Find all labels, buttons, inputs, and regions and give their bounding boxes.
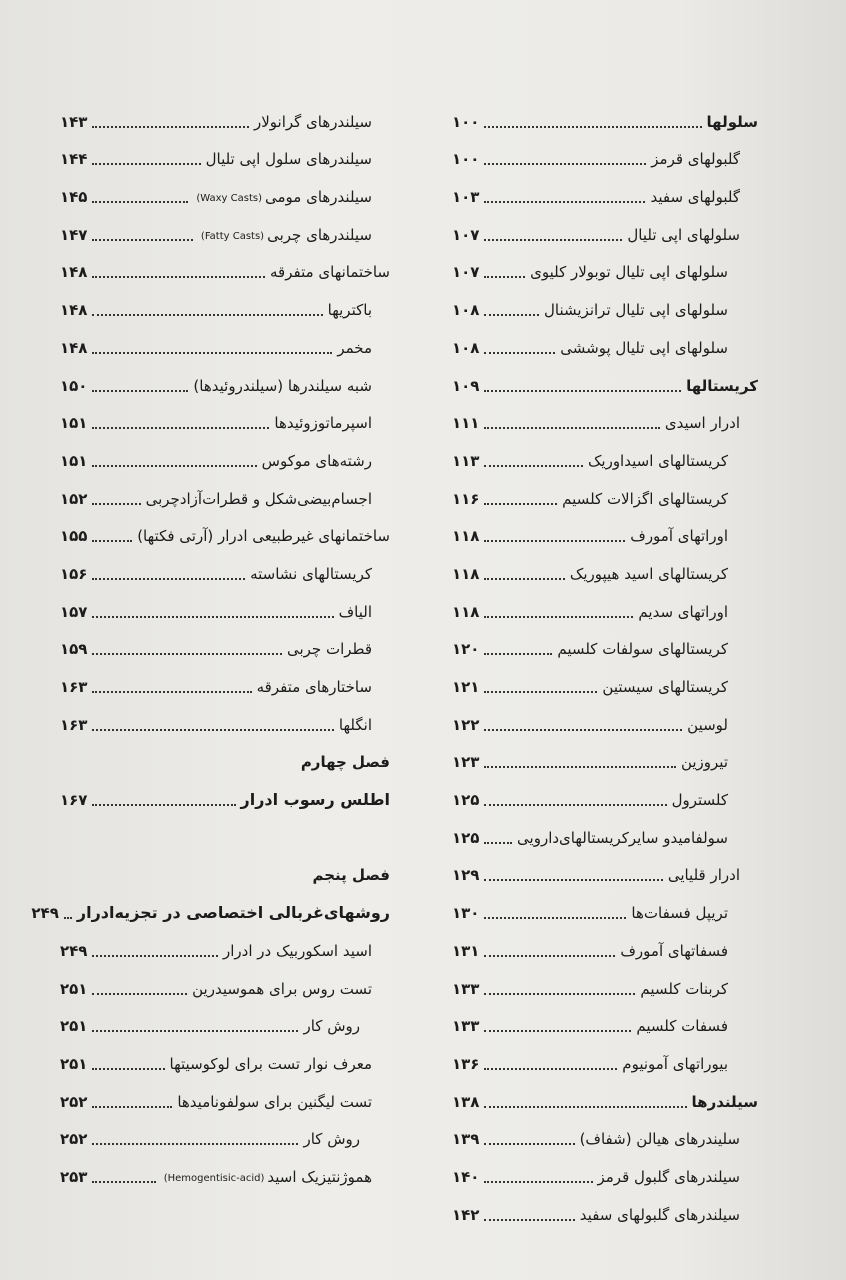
toc-entry-page: ۱۵۵ [60,527,88,546]
toc-entry [60,435,390,473]
toc-entry-title: ساختارهای متفرقه [256,678,372,696]
toc-entry-page: ۱۱۶ [452,489,480,508]
toc-entry [60,209,390,247]
toc-entry-page: ۱۰۰ [452,150,480,169]
leader-dots [92,1030,298,1032]
toc-entry-title: کریستالها [686,376,758,395]
toc-entry-page: ۱۰۸ [452,301,480,320]
leader-dots [92,993,187,995]
leader-dots [484,503,557,505]
leader-dots [484,276,525,278]
chapter5-title-entry [31,887,390,925]
toc-entry-page: ۱۴۲ [452,1205,480,1224]
toc-entry [60,963,390,1001]
toc-entry-page: ۱۳۳ [452,1017,480,1036]
toc-entry-page: ۱۵۲ [60,489,88,508]
toc-entry-latin: (Hemogentisic-acid) [163,1172,265,1184]
toc-entry [60,1114,390,1152]
chapter5-page: ۲۴۹ [31,904,59,923]
chapter5-heading-text: فصل پنجم [312,866,390,885]
toc-entry-title: سلولهای اپی تلیال [627,225,740,244]
toc-entry-title: روش کار [303,1130,360,1149]
toc-entry-title: سیلندرهای گلبول قرمز [597,1167,740,1186]
toc-entry-title: کریستالهای سولفات کلسیم [557,640,728,659]
leader-dots [484,993,635,995]
toc-entry [60,661,390,699]
toc-entry-page: ۱۱۸ [452,527,480,546]
toc-entry [452,699,758,737]
leader-dots [484,653,552,655]
toc-entry [452,1151,758,1189]
leader-dots [484,314,539,316]
leader-dots [484,201,645,203]
toc-entry-page: ۱۰۳ [452,188,480,207]
leader-dots [92,314,322,316]
toc-entry-title: اوراتهای سدیم [638,602,728,621]
toc-entry [452,1114,758,1152]
leader-dots [92,276,265,278]
toc-entry-page: ۱۶۳ [60,715,88,734]
toc-entry-page: ۱۴۸ [60,263,88,282]
toc-entry-page: ۱۳۰ [452,904,480,923]
toc-entry-page: ۱۴۵ [60,188,88,207]
toc-entry-page: ۱۵۱ [60,414,88,433]
leader-dots [484,766,675,768]
toc-entry-title: معرف نوار تست برای لوکوسیتها [169,1054,372,1073]
chapter4-heading-text: فصل چهارم [300,753,390,772]
toc-entry-latin: (Waxy Casts) [196,193,262,205]
leader-dots [484,540,625,542]
leader-dots [484,1068,617,1070]
toc-entry-page: ۲۵۱ [60,979,88,998]
toc-entry-page: ۱۱۸ [452,564,480,583]
leader-dots [484,729,682,731]
toc-entry-page: ۱۰۷ [452,263,480,282]
toc-entry-title: روش کار [303,1017,360,1036]
leader-dots [484,1106,686,1108]
toc-entry-title: اوراتهای آمورف [630,527,728,546]
toc-entry [452,398,758,436]
toc-entry-title: تست لیگنین برای سولفونامیدها [177,1092,372,1111]
leader-dots [484,879,662,881]
leader-dots [92,616,333,618]
toc-entry-title: تست روس برای هموسیدرین [192,979,372,998]
toc-entry-title: گلبولهای سفید [650,188,740,207]
toc-entry [452,887,758,925]
toc-entry [60,473,390,511]
toc-entry [452,134,758,172]
chapter4-heading [60,737,390,775]
toc-entry [60,360,390,398]
toc-entry-page: ۱۰۷ [452,225,480,244]
toc-entry-page: ۱۴۷ [60,225,88,244]
leader-dots [92,691,251,693]
toc-entry [60,1001,390,1039]
toc-entry-page: ۱۳۶ [452,1054,480,1073]
toc-entry [452,548,758,586]
toc-entry-title: گلبولهای قرمز [651,150,740,169]
leader-dots [64,917,72,919]
leader-dots [484,390,681,392]
toc-entry-page: ۱۳۸ [452,1092,480,1111]
leader-dots [484,578,564,580]
toc-entry-page: ۱۲۱ [452,678,480,696]
leader-dots [92,955,218,957]
toc-entry-title: کریستالهای اگزالات کلسیم [562,489,728,508]
toc-entry-title: کریستالهای نشاسته [250,564,372,583]
chapter5-heading [60,850,390,888]
leader-dots [92,653,281,655]
toc-entry [60,134,390,172]
toc-entry [452,209,758,247]
leader-dots [92,126,249,128]
toc-entry-page: ۱۳۱ [452,941,480,960]
toc-entry-page: ۱۴۸ [60,301,88,320]
toc-entry-title: شبه سیلندرها (سیلندروئیدها) [193,376,372,395]
toc-entry-title: بیوراتهای آمونیوم [622,1054,728,1073]
toc-entry-page: ۲۵۱ [60,1017,88,1036]
toc-entry [452,774,758,812]
leader-dots [484,352,555,354]
leader-dots [92,729,333,731]
toc-entry [452,247,758,285]
toc-entry-page: ۱۲۹ [452,866,480,885]
toc-entry [452,850,758,888]
leader-dots [92,1068,164,1070]
leader-dots [484,917,626,919]
leader-dots [92,1143,298,1145]
toc-entry [60,925,390,963]
toc-entry-page: ۱۰۹ [452,376,480,395]
toc-entry [60,96,390,134]
toc-entry-page: ۱۰۸ [452,338,480,357]
toc-entry-title: ساختمانهای غیرطبیعی ادرار (آرتی فکتها) [137,527,390,546]
toc-entry-page: ۱۱۸ [452,602,480,621]
toc-entry-title: فسفات کلسیم [636,1017,728,1036]
toc-entry [60,284,390,322]
toc-entry [60,586,390,624]
toc-entry-title: اسپرماتوزوئیدها [274,414,372,433]
toc-entry-page: ۱۲۵ [452,791,480,810]
toc-entry-page: ۱۳۳ [452,979,480,998]
toc-entry [452,624,758,662]
leader-dots [484,842,512,844]
toc-entry [60,1076,390,1114]
toc-entry [60,171,390,209]
leader-dots [484,126,701,128]
toc-entry-page: ۲۵۲ [60,1092,88,1111]
leader-dots [92,163,200,165]
toc-entry [452,322,758,360]
toc-entry-title: سیلندرهای چربی [267,225,372,244]
toc-entry-page: ۱۵۷ [60,602,88,621]
toc-entry-page: ۱۱۱ [452,414,480,433]
toc-entry-page: ۲۵۳ [60,1167,88,1186]
toc-entry [60,699,390,737]
toc-entry-page: ۲۵۱ [60,1054,88,1073]
leader-dots [484,616,633,618]
toc-entry [60,247,390,285]
toc-entry [452,737,758,775]
leader-dots [92,540,132,542]
toc-entry-page: ۱۲۰ [452,640,480,659]
toc-entry-title: کربنات کلسیم [640,979,728,998]
toc-entry-title: سولفامیدو سایرکریستالهای‌دارویی [517,828,728,847]
leader-dots [92,578,245,580]
leader-dots [484,427,659,429]
toc-entry-title: سیلندرها [691,1092,758,1111]
toc-entry-title: سلولهای اپی تلیال ترانزیشنال [544,301,728,320]
chapter4-page: ۱۶۷ [60,791,88,810]
leader-dots [484,163,646,165]
toc-right-column [452,96,758,1227]
toc-entry-title: کریستالهای سیستین [602,678,728,696]
toc-entry-page: ۲۵۲ [60,1130,88,1149]
toc-entry-title: سیلندرهای گرانولار [253,112,372,131]
chapter4-title-entry [60,774,390,812]
toc-entry-page: ۱۱۳ [452,451,480,470]
leader-dots [92,427,269,429]
toc-entry [60,322,390,360]
toc-entry [452,925,758,963]
toc-entry-title: انگلها [338,715,372,734]
toc-entry-page: ۱۳۹ [452,1130,480,1149]
leader-dots [484,804,666,806]
toc-entry-title: ادرار اسیدی [664,414,740,433]
toc-entry-title: تریپل فسفات‌ها [631,904,728,923]
toc-entry-page: ۱۴۳ [60,112,88,131]
toc-entry [452,812,758,850]
toc-entry-title: اجسام‌بیضی‌شکل و قطرات‌آزادچربی [145,489,372,508]
toc-entry [452,511,758,549]
toc-entry [60,511,390,549]
toc-entry-title: سلولهای اپی تلیال توبولار کلیوی [530,263,728,282]
leader-dots [484,1030,631,1032]
leader-dots [92,239,192,241]
leader-dots [92,390,188,392]
spacer [60,812,390,850]
leader-dots [92,201,188,203]
toc-entry-page: ۱۶۳ [60,678,88,696]
toc-entry-page: ۱۵۹ [60,640,88,659]
toc-entry-title: کلسترول [671,791,728,810]
toc-entry-page: ۱۰۰ [452,112,480,131]
leader-dots [484,955,615,957]
leader-dots [92,804,235,806]
leader-dots [484,691,597,693]
leader-dots [92,1181,155,1183]
toc-entry [452,1038,758,1076]
toc-entry-title: سلیندرهای هیالن (شفاف) [579,1130,740,1149]
chapter5-title: روشهای‌غربالی اختصاصی در تجزیه‌ادرار [76,903,390,923]
toc-entry-title: سلولهای اپی تلیال پوششی [560,338,728,357]
toc-entry [60,1151,390,1189]
toc-entry-title: کریستالهای اسید هیپوریک [569,564,728,583]
leader-dots [484,1181,592,1183]
leader-dots [92,503,140,505]
toc-entry-title: کریستالهای اسیداوریک [587,451,728,470]
toc-entry-title: باکتریها [327,301,372,320]
toc-entry-title: تیروزین [680,753,728,772]
toc-entry-page: ۱۴۴ [60,150,88,169]
toc-entry [452,1001,758,1039]
toc-entry-title: ادرار قلیایی [667,866,740,885]
toc-entry [452,586,758,624]
toc-entry-page: ۱۲۳ [452,753,480,772]
toc-entry [452,473,758,511]
toc-entry [452,284,758,322]
leader-dots [484,1143,574,1145]
toc-entry [452,96,758,134]
toc-entry-page: ۱۲۲ [452,715,480,734]
leader-dots [484,465,583,467]
toc-entry-page: ۱۴۰ [452,1167,480,1186]
toc-entry-title: رشته‌های موکوس [261,451,372,470]
toc-entry-title: ساختمانهای متفرقه [270,263,390,282]
toc-entry [60,624,390,662]
toc-entry [452,171,758,209]
toc-entry-title: هموژنتیزیک اسید [267,1167,372,1186]
toc-entry-title: مخمر [337,338,372,357]
leader-dots [92,1106,172,1108]
toc-entry [452,435,758,473]
toc-entry-title: سیلندرهای مومی [264,188,372,207]
toc-entry [60,1038,390,1076]
toc-entry-title: لوسین [687,715,728,734]
toc-entry-title: سیلندرهای سلول اپی تلیال [205,150,372,169]
toc-entry-title: اسید اسکوربیک در ادرار [222,941,372,960]
toc-entry [452,963,758,1001]
toc-entry-page: ۱۴۸ [60,338,88,357]
toc-entry-page: ۱۵۱ [60,451,88,470]
toc-entry-page: ۱۲۵ [452,828,480,847]
toc-entry [60,398,390,436]
toc-entry-page: ۱۵۶ [60,564,88,583]
toc-entry [452,661,758,699]
toc-entry-page: ۲۴۹ [60,941,88,960]
leader-dots [484,239,622,241]
leader-dots [92,465,256,467]
leader-dots [92,352,332,354]
toc-entry-title: الیاف [338,602,372,621]
toc-entry-title: فسفاتهای آمورف [620,941,728,960]
toc-entry [452,360,758,398]
chapter4-title: اطلس رسوب ادرار [240,790,390,810]
toc-entry-page: ۱۵۰ [60,376,88,395]
toc-entry-latin: (Fatty Casts) [200,230,265,242]
toc-entry [60,548,390,586]
toc-entry-title: قطرات چربی [286,640,372,659]
toc-entry-title: سلولها [706,112,758,131]
toc-left-column [31,96,390,1189]
toc-entry [452,1189,758,1227]
leader-dots [484,1219,574,1221]
toc-entry [452,1076,758,1114]
toc-entry-title: سیلندرهای گلبولهای سفید [579,1205,740,1224]
